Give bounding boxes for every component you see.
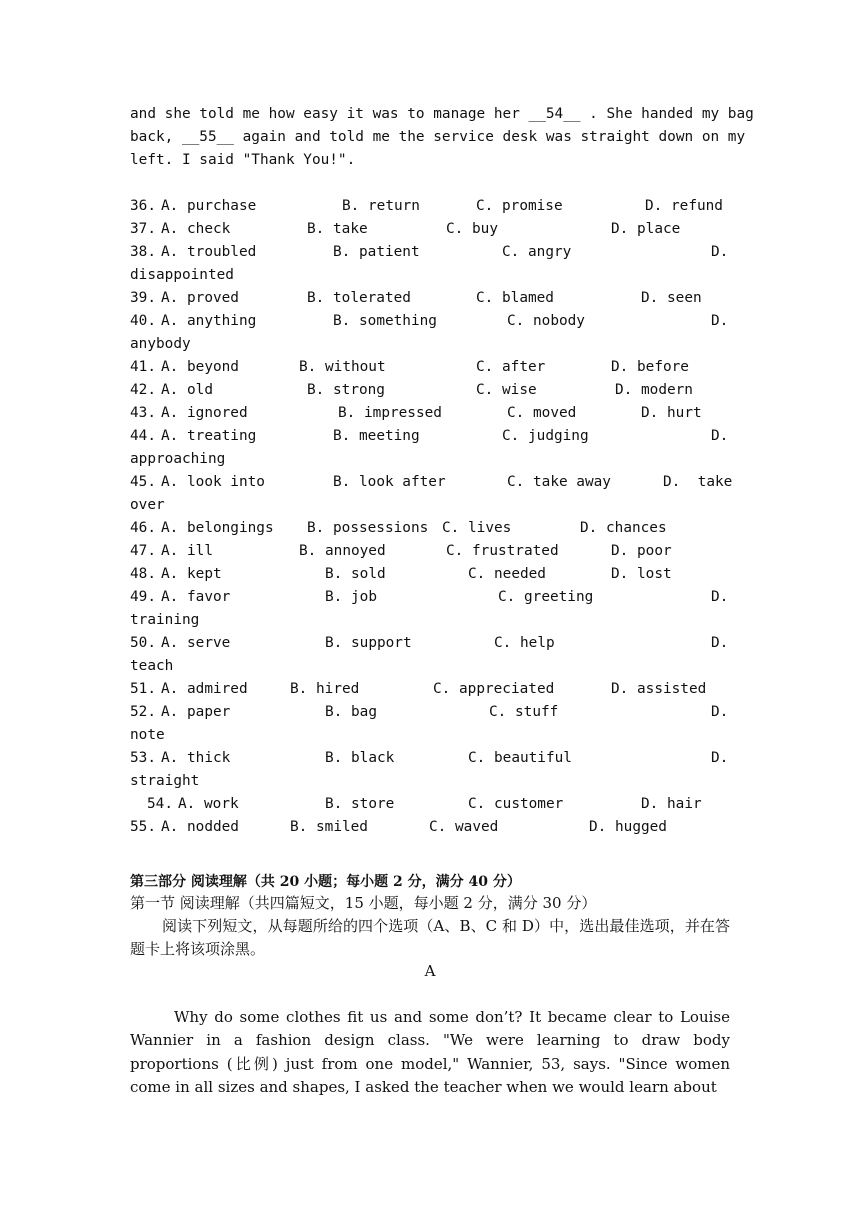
- option-d: D. hair: [641, 796, 702, 812]
- option-b: B. smiled: [290, 819, 368, 835]
- option-c: C. nobody: [507, 313, 585, 329]
- question-number: 45.: [130, 474, 156, 490]
- option-c: C. beautiful: [468, 750, 572, 766]
- option-b: B. store: [325, 796, 395, 812]
- option-a: A. serve: [161, 635, 231, 651]
- option-a: A. purchase: [161, 198, 257, 214]
- option-d: D. take: [663, 474, 733, 490]
- option-c: C. angry: [502, 244, 572, 260]
- option-d: D. before: [611, 359, 689, 375]
- question-number: 49.: [130, 589, 156, 605]
- option-a: A. admired: [161, 681, 248, 697]
- passage-a-text: Why do some clothes fit us and some don’t? It became clear to Louise Wannier in a fashion design class. "We were learning to draw body proportions (比例) just from one model," Wannier, 53, says. "Since women come in all sizes and shapes, I asked the teacher when we would learn about: [130, 1008, 730, 1096]
- option-a: A. troubled: [161, 244, 257, 260]
- option-d-wrap: approaching: [130, 451, 226, 467]
- question-number: 42.: [130, 382, 156, 398]
- option-d: D. poor: [611, 543, 672, 559]
- option-c: C. lives: [442, 520, 512, 536]
- section-heading: 第一节 阅读理解（共四篇短文，15 小题，每小题 2 分，满分 30 分）: [130, 894, 597, 912]
- option-c: C. wise: [476, 382, 537, 398]
- option-d: D.: [711, 589, 729, 605]
- question-number: 39.: [130, 290, 156, 306]
- option-c: C. help: [494, 635, 555, 651]
- option-d: D.: [711, 704, 729, 720]
- option-d-wrap: note: [130, 727, 165, 743]
- option-c: C. take away: [507, 474, 611, 490]
- question-number: 52.: [130, 704, 156, 720]
- option-d-wrap: disappointed: [130, 267, 234, 283]
- intro-line-3: left. I said "Thank You!".: [130, 152, 356, 168]
- option-b: B. annoyed: [299, 543, 386, 559]
- option-b: B. return: [342, 198, 420, 214]
- option-b: B. bag: [325, 704, 377, 720]
- question-number: 48.: [130, 566, 156, 582]
- question-number: 46.: [130, 520, 156, 536]
- option-b: B. something: [333, 313, 437, 329]
- option-a: A. anything: [161, 313, 257, 329]
- option-a: A. treating: [161, 428, 257, 444]
- option-d: D. assisted: [611, 681, 707, 697]
- option-b: B. possessions: [307, 520, 429, 536]
- option-d: D. chances: [580, 520, 667, 536]
- option-b: B. meeting: [333, 428, 420, 444]
- option-c: C. buy: [446, 221, 498, 237]
- option-c: C. frustrated: [446, 543, 559, 559]
- option-d: D. modern: [615, 382, 693, 398]
- option-c: C. judging: [502, 428, 589, 444]
- option-b: B. look after: [333, 474, 446, 490]
- option-b: B. tolerated: [307, 290, 411, 306]
- option-a: A. nodded: [161, 819, 239, 835]
- option-a: A. paper: [161, 704, 231, 720]
- option-d: D. hurt: [641, 405, 702, 421]
- option-c: C. needed: [468, 566, 546, 582]
- option-d: D.: [711, 313, 729, 329]
- question-number: 36.: [130, 198, 156, 214]
- intro-line-1: and she told me how easy it was to manage her __54__ . She handed my bag: [130, 106, 754, 122]
- option-c: C. promise: [476, 198, 563, 214]
- option-d: D.: [711, 244, 729, 260]
- option-b: B. black: [325, 750, 395, 766]
- option-d: D.: [711, 428, 729, 444]
- option-b: B. job: [325, 589, 377, 605]
- option-d: D. place: [611, 221, 681, 237]
- question-number: 40.: [130, 313, 156, 329]
- option-b: B. support: [325, 635, 412, 651]
- option-a: A. thick: [161, 750, 231, 766]
- part3-heading: 第三部分 阅读理解（共 20 小题；每小题 2 分，满分 40 分）: [130, 874, 521, 890]
- option-d: D. hugged: [589, 819, 667, 835]
- option-b: B. strong: [307, 382, 385, 398]
- option-b: B. take: [307, 221, 368, 237]
- question-number: 55.: [130, 819, 156, 835]
- question-number: 41.: [130, 359, 156, 375]
- option-d: D.: [711, 750, 729, 766]
- passage-label: A: [424, 962, 436, 980]
- option-c: C. waved: [429, 819, 499, 835]
- option-c: C. customer: [468, 796, 564, 812]
- option-b: B. hired: [290, 681, 360, 697]
- option-d-wrap: straight: [130, 773, 200, 789]
- option-b: B. impressed: [338, 405, 442, 421]
- option-a: A. work: [178, 796, 239, 812]
- option-a: A. ignored: [161, 405, 248, 421]
- option-a: A. kept: [161, 566, 222, 582]
- option-c: C. moved: [507, 405, 577, 421]
- question-number: 47.: [130, 543, 156, 559]
- question-number: 37.: [130, 221, 156, 237]
- question-number: 54.: [147, 796, 173, 812]
- reading-instruction: 阅读下列短文，从每题所给的四个选项（A、B、C 和 D）中，选出最佳选项，并在答题卡上将该项涂黑。: [130, 917, 730, 958]
- question-number: 44.: [130, 428, 156, 444]
- option-a: A. favor: [161, 589, 231, 605]
- option-c: C. blamed: [476, 290, 554, 306]
- option-a: A. old: [161, 382, 213, 398]
- option-a: A. proved: [161, 290, 239, 306]
- question-number: 43.: [130, 405, 156, 421]
- option-d: D.: [711, 635, 729, 651]
- option-d-wrap: teach: [130, 658, 174, 674]
- option-a: A. beyond: [161, 359, 239, 375]
- option-d-wrap: anybody: [130, 336, 191, 352]
- option-c: C. stuff: [489, 704, 559, 720]
- option-c: C. greeting: [498, 589, 594, 605]
- question-number: 53.: [130, 750, 156, 766]
- option-a: A. check: [161, 221, 231, 237]
- option-b: B. patient: [333, 244, 420, 260]
- option-b: B. sold: [325, 566, 386, 582]
- option-b: B. without: [299, 359, 386, 375]
- option-d-wrap: training: [130, 612, 200, 628]
- intro-line-2: back, __55__ again and told me the service desk was straight down on my: [130, 129, 746, 145]
- question-number: 51.: [130, 681, 156, 697]
- option-d-wrap: over: [130, 497, 165, 513]
- option-d: D. lost: [611, 566, 672, 582]
- option-a: A. ill: [161, 543, 213, 559]
- question-number: 50.: [130, 635, 156, 651]
- option-d: D. refund: [645, 198, 723, 214]
- question-number: 38.: [130, 244, 156, 260]
- option-c: C. appreciated: [433, 681, 555, 697]
- option-a: A. belongings: [161, 520, 274, 536]
- option-a: A. look into: [161, 474, 265, 490]
- option-c: C. after: [476, 359, 546, 375]
- option-d: D. seen: [641, 290, 702, 306]
